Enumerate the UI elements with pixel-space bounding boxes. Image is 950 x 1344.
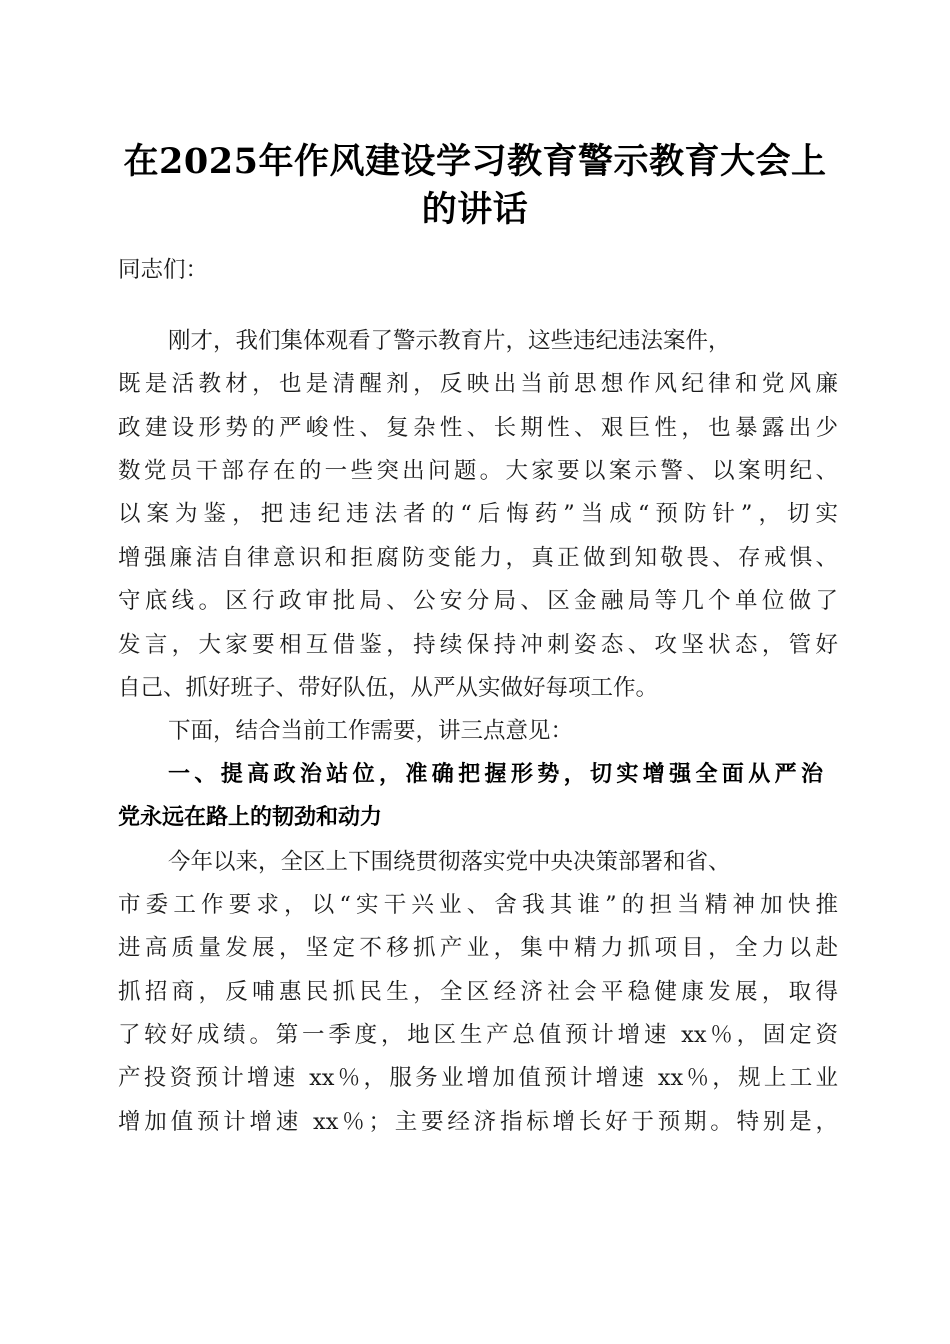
paragraph1-line: 发言，大家要相互借鉴，持续保持冲刺姿态、攻坚状态，管好 — [118, 632, 838, 658]
section-heading-line-1: 一、提高政治站位，准确把握形势，切实增强全面从严治 — [168, 762, 823, 787]
paragraph1-line: 既是活教材，也是清醒剂，反映出当前思想作风纪律和党风廉 — [118, 371, 838, 397]
paragraph3-line: 进高质量发展，坚定不移抓产业，集中精力抓项目，全力以赴 — [118, 935, 838, 961]
paragraph3-line: 增加值预计增速 xx％；主要经济指标增长好于预期。特别是， — [118, 1109, 838, 1135]
paragraph3-line: 了较好成绩。第一季度，地区生产总值预计增速 xx％，固定资 — [118, 1022, 838, 1048]
paragraph1-line: 自己、抓好班子、带好队伍，从严从实做好每项工作。 — [118, 675, 659, 701]
document-title-line-2: 的讲话 — [421, 189, 529, 230]
paragraph1-line: 政建设形势的严峻性、复杂性、长期性、艰巨性，也暴露出少 — [118, 415, 838, 441]
paragraph1-line: 数党员干部存在的一些突出问题。大家要以案示警、以案明纪、 — [118, 458, 838, 484]
salutation: 同志们： — [118, 257, 209, 283]
paragraph3-line: 抓招商，反哺惠民抓民生，全区经济社会平稳健康发展，取得 — [118, 979, 838, 1005]
paragraph1-line: 守底线。区行政审批局、公安分局、区金融局等几个单位做了 — [118, 588, 838, 614]
section-heading-line-2: 党永远在路上的韧劲和动力 — [118, 805, 383, 830]
paragraph2: 下面，结合当前工作需要，讲三点意见： — [168, 718, 574, 744]
paragraph3-line: 市委工作要求，以“实干兴业、舍我其谁”的担当精神加快推 — [118, 892, 838, 918]
document-title-line-1: 在2025年作风建设学习教育警示教育大会上 — [123, 141, 827, 182]
paragraph1-line: 以案为鉴，把违纪违法者的“后悔药”当成“预防针”，切实 — [118, 501, 838, 527]
paragraph3-line: 今年以来，全区上下围绕贯彻落实党中央决策部署和省、 — [168, 849, 731, 875]
paragraph1-line: 增强廉洁自律意识和拒腐防变能力，真正做到知敬畏、存戒惧、 — [118, 545, 838, 571]
paragraph1-line: 刚才，我们集体观看了警示教育片，这些违纪违法案件， — [168, 328, 731, 354]
paragraph3-line: 产投资预计增速 xx％，服务业增加值预计增速 xx％，规上工业 — [118, 1065, 838, 1091]
